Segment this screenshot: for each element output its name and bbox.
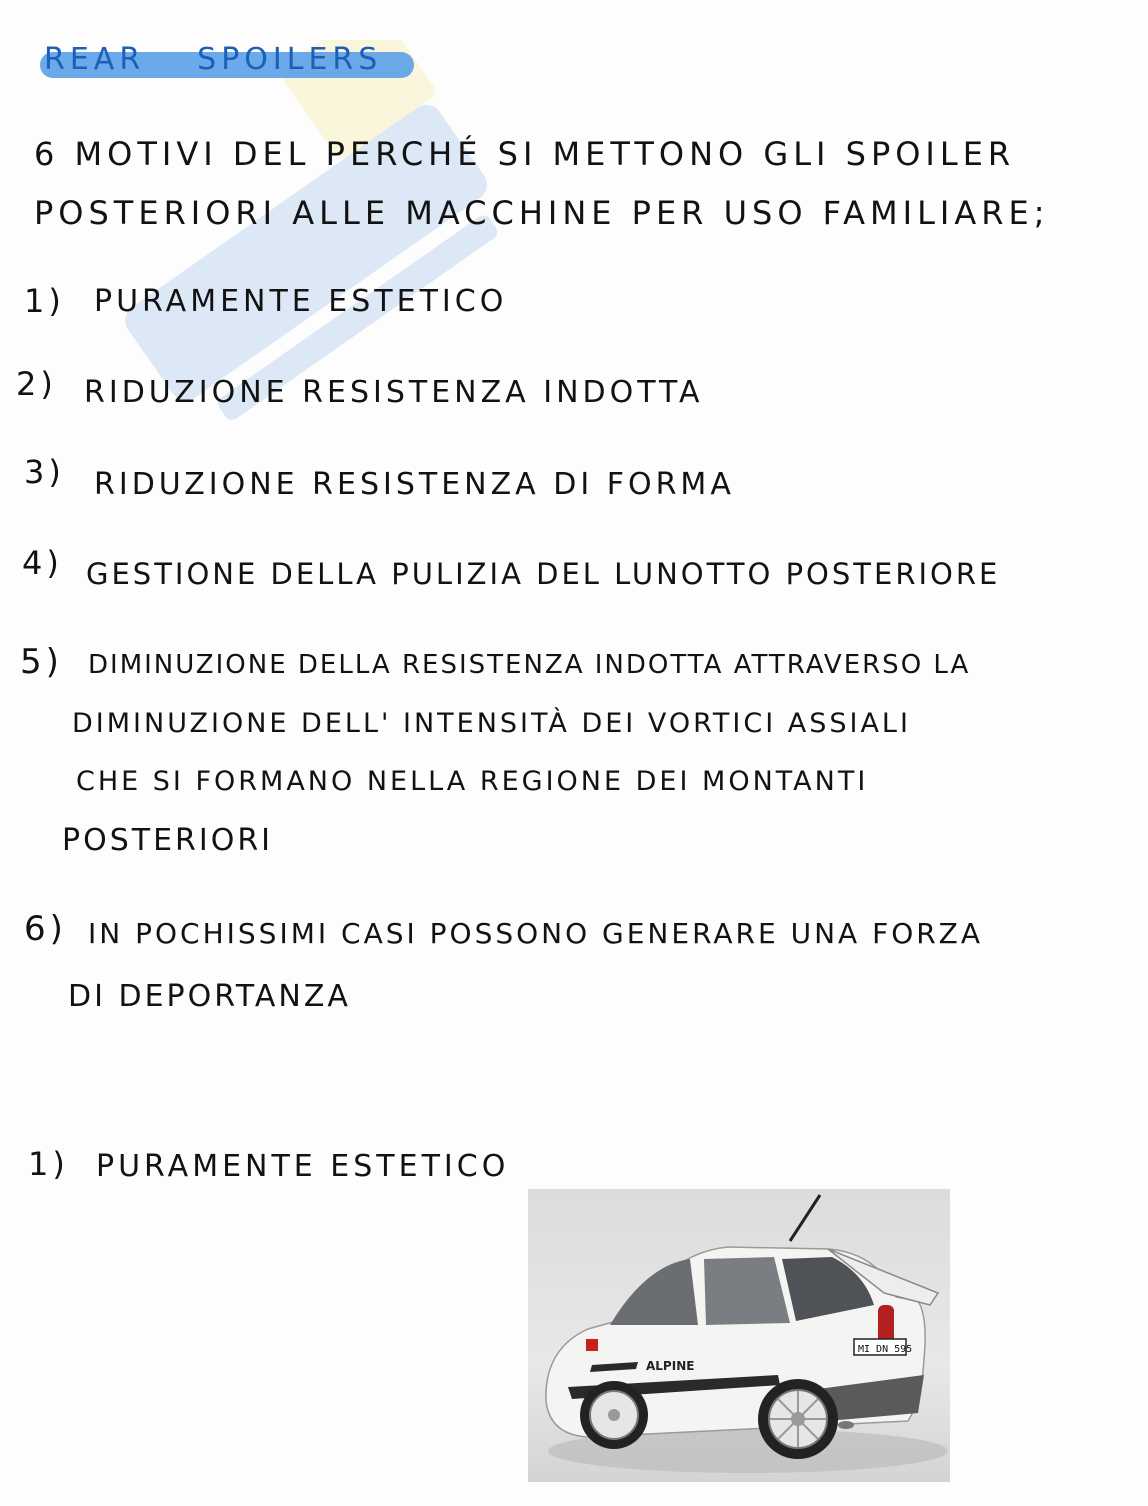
list-item-number: 6) <box>24 909 67 949</box>
section-number: 1) <box>28 1145 69 1183</box>
list-item-text: PURAMENTE ESTETICO <box>94 284 508 319</box>
list-item-text: DIMINUZIONE DELL' INTENSITÀ DEI VORTICI ASSIALI <box>72 708 911 739</box>
list-item-text: POSTERIORI <box>62 823 274 858</box>
list-item-text: IN POCHISSIMI CASI POSSONO GENERARE UNA FORZA <box>88 917 984 950</box>
section-heading: PURAMENTE ESTETICO <box>96 1149 510 1184</box>
car-photo <box>528 1189 950 1482</box>
plate-text: MI DN 595 <box>858 1344 913 1355</box>
title-word-rear: REAR <box>44 42 146 77</box>
list-item-number: 3) <box>24 453 65 491</box>
list-item-text: GESTIONE DELLA PULIZIA DEL LUNOTTO POSTERIORE <box>86 557 1001 591</box>
list-item-text: CHE SI FORMANO NELLA REGIONE DEI MONTANTI <box>76 766 869 797</box>
list-item-number: 1) <box>24 282 65 320</box>
title-word-spoilers: SPOILERS <box>197 42 383 77</box>
page-title <box>40 28 420 84</box>
list-item-text: DIMINUZIONE DELLA RESISTENZA INDOTTA ATTRAVERSO LA <box>88 650 971 680</box>
list-item-text: DI DEPORTANZA <box>68 979 351 1014</box>
list-item-text: RIDUZIONE RESISTENZA INDOTTA <box>84 375 704 410</box>
list-item-number: 2) <box>16 365 57 403</box>
list-item-text: RIDUZIONE RESISTENZA DI FORMA <box>94 467 735 502</box>
list-item-number: 5) <box>20 642 63 682</box>
list-item-number: 4) <box>22 544 63 582</box>
title-text <box>44 42 382 77</box>
car-illustration <box>528 1189 950 1482</box>
intro-line-2: POSTERIORI ALLE MACCHINE PER USO FAMILIARE; <box>34 194 1050 232</box>
intro-line-1: 6 MOTIVI DEL PERCHÉ SI METTONO GLI SPOILER <box>34 135 1016 173</box>
brand-text: ALPINE <box>646 1359 695 1373</box>
